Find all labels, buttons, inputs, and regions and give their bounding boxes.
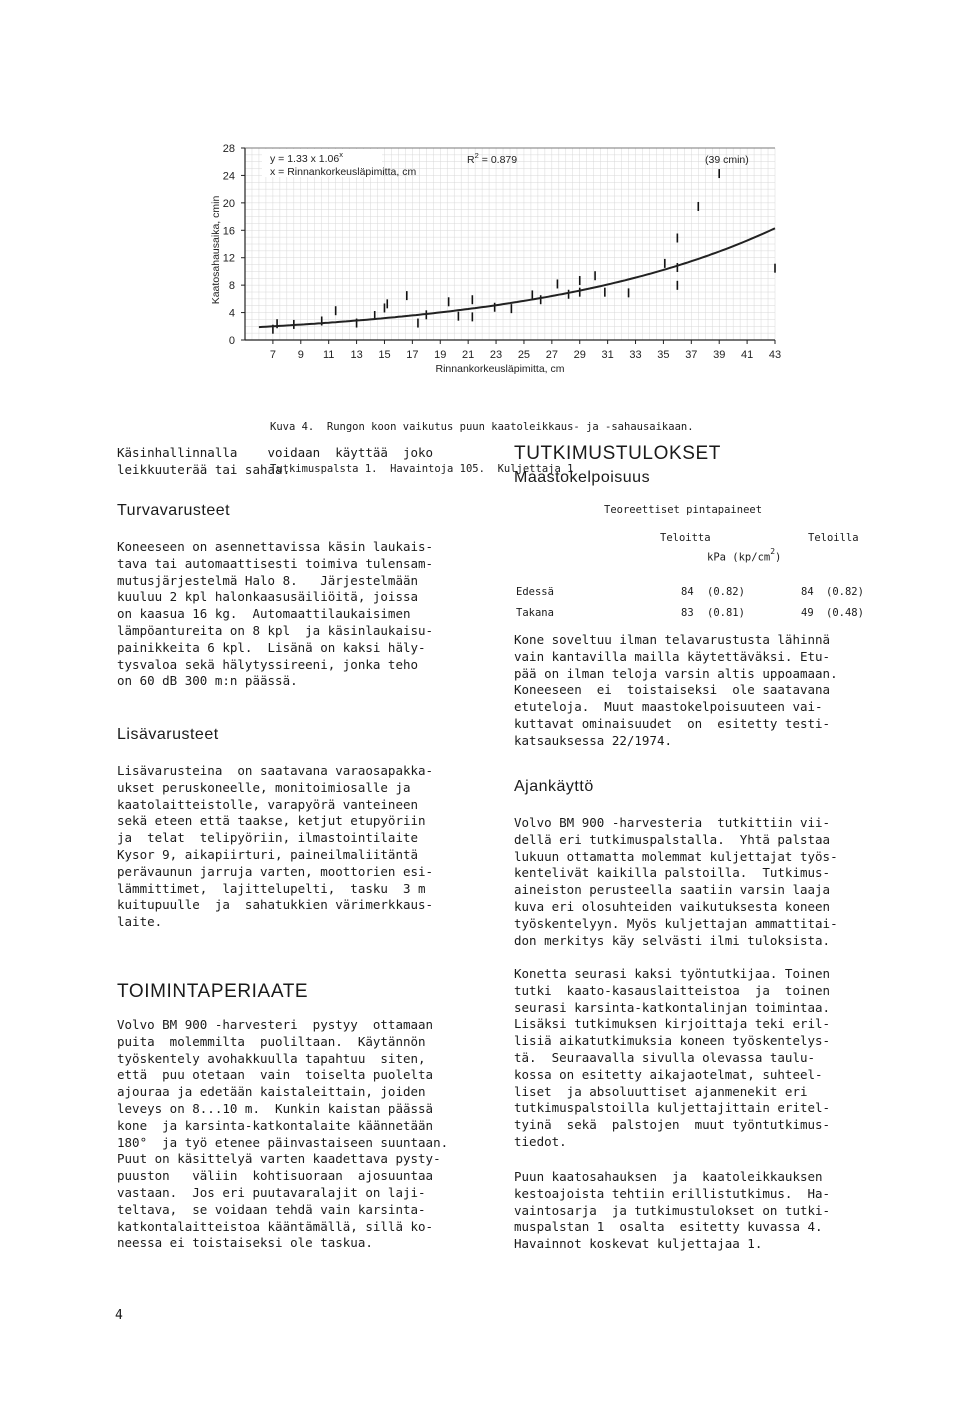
x-tick-label: 25 xyxy=(517,349,531,361)
x-tick-label: 29 xyxy=(573,349,586,361)
text-line: työskentelyyn. Myös kuljettajan ammattitai- xyxy=(514,915,838,931)
equation-line2: x = Rinnankorkeusläpimitta, cm xyxy=(270,166,417,178)
x-tick-label: 35 xyxy=(657,349,670,361)
text-line: kentelivät kaikilla palstoilla. Tutkimus- xyxy=(514,865,831,881)
x-tick-label: 9 xyxy=(297,349,304,361)
text-line: puuston väliin kohtisuoraan ajosuuntaa xyxy=(117,1168,434,1184)
text-line: Lisäksi tutkimuksen kirjoittaja teki eril- xyxy=(514,1016,831,1032)
paragraph-ajankaytto-1 xyxy=(514,815,884,949)
text-line: tutki kaato-kasauslaitteistoa ja toinen xyxy=(514,982,831,998)
text-line: Volvo BM 900 -harvesteria tutkittiin vii- xyxy=(514,815,831,830)
x-tick-label: 41 xyxy=(740,349,754,361)
text-line: lisiä aikatutkimuksia koneen työskentelys- xyxy=(514,1033,831,1049)
x-tick-label: 43 xyxy=(768,349,782,361)
text-line: sekä eteen että taakse, ketjut etupyöriin xyxy=(117,813,426,829)
text-line: Puun kaatosahauksen ja kaatoleikkauksen xyxy=(514,1169,823,1184)
text-line: vain kantavilla mailla käytettäväksi. Etu- xyxy=(514,648,831,664)
outlier-note: (39 cmin) xyxy=(705,154,749,166)
table-row-label: Takana xyxy=(516,607,554,619)
text-line: liset ja absoluuttiset ajanmenekit eri xyxy=(514,1083,808,1099)
text-line: 180° ja työ etenee päinvastaiseen suuntaan. xyxy=(117,1134,449,1150)
text-line: dellä eri tutkimuspalstalla. Yhtä palstaa xyxy=(514,831,831,847)
r-squared-label: $R^2 = 0.879$ xyxy=(467,151,518,166)
text-line: kone ja karsinta-katkontalaite käännetään xyxy=(117,1117,434,1133)
table-cell: 83 xyxy=(681,607,694,619)
text-line: tysvaloa sekä hälytyssireeni, jonka teho xyxy=(117,656,419,672)
text-line: työskentely avohakkuulla tapahtuu siten, xyxy=(117,1050,426,1066)
text-line: muspalstan 1 osalta esitetty kuvassa 4. xyxy=(514,1219,823,1235)
table-cell: 49 xyxy=(801,607,814,619)
text-line: katkontalaitteistoa kääntämällä, sillä ko- xyxy=(117,1218,434,1234)
text-line: että puu otetaan vain toiselta puolelta xyxy=(117,1067,434,1083)
text-line: neessa ei toistaiseksi ole taskua. xyxy=(117,1235,373,1251)
table-row-label: Edessä xyxy=(516,586,554,598)
equation-line1: y = 1.33 x 1.06$^x$ xyxy=(270,150,343,165)
text-line: puita molemmilta puoliltaan. Käytännön xyxy=(117,1033,426,1049)
x-tick-label: 7 xyxy=(269,349,276,361)
table-unit: kPa $(kp/cm^2)$ xyxy=(707,547,782,564)
intro-line: Käsinhallinnalla voidaan käyttää joko xyxy=(117,445,434,460)
y-tick-label: 8 xyxy=(228,280,235,293)
text-line: Lisävarusteina on saatavana varaosapakka- xyxy=(117,763,434,778)
caption-line-1: Kuva 4. Rungon koon vaikutus puun kaatoleikkaus- ja -sahausaikaan. xyxy=(270,421,694,433)
text-line: tä. Seuraavalla sivulla olevassa taulu- xyxy=(514,1049,816,1065)
x-tick-label: 11 xyxy=(322,349,335,361)
x-tick-label: 37 xyxy=(685,349,698,361)
x-tick-label: 39 xyxy=(713,349,726,361)
heading-tutkimustulokset: TUTKIMUSTULOKSET xyxy=(514,443,722,464)
text-line: kaatolaitteistolle, varapyörä vanteineen xyxy=(117,796,419,812)
text-line: kuttavat ominaisuudet on esitetty testi- xyxy=(514,715,831,731)
text-line: tiedot. xyxy=(514,1133,567,1149)
text-line: Volvo BM 900 -harvesteri pystyy ottamaan xyxy=(117,1017,434,1032)
text-line: ajouraa ja edetään kaistaleittain, joiden xyxy=(117,1084,426,1100)
text-line: kuitupuulle ja sahatukkien värimerkkaus- xyxy=(117,897,434,913)
text-line: on kaasua 16 kg. Automaattilaukaisimen xyxy=(117,606,411,622)
text-line: aineiston perusteella saatiin varsin laaja xyxy=(514,882,831,898)
text-line: painikkeita 6 kpl. Lisänä on kaksi häly- xyxy=(117,639,426,655)
text-line: on 60 dB 300 m:n päässä. xyxy=(117,673,298,689)
text-line: laite. xyxy=(117,914,163,930)
text-line: kuva eri olosuhteiden vaikutuksesta koneen xyxy=(514,898,831,914)
page-number: 4 xyxy=(115,1308,123,1323)
intro-line: leikkuuterää tai sahaa. xyxy=(117,461,291,477)
table-cell: (0.81) xyxy=(707,607,745,619)
x-tick-label: 27 xyxy=(545,349,558,361)
x-tick-label: 17 xyxy=(406,349,419,361)
x-axis-label: Rinnankorkeusläpimitta, cm xyxy=(435,363,565,375)
text-line: ja telat telipyöriin, ilmastointilaite xyxy=(117,830,419,846)
table-col-teloilla: Teloilla xyxy=(808,532,859,544)
text-line: Puut on käsittelyä varten kaadettava pysty- xyxy=(117,1151,441,1167)
y-tick-label: 12 xyxy=(222,252,235,265)
x-tick-label: 19 xyxy=(434,349,447,361)
text-line: ukset peruskoneelle, monitoimiosalle ja xyxy=(117,779,411,795)
x-tick-label: 21 xyxy=(462,349,475,361)
text-line: lämpöantureita on 8 kpl ja käsinlaukaisu- xyxy=(117,622,434,638)
heading-lisavarusteet: Lisävarusteet xyxy=(117,726,219,743)
text-line: tyinä sekä palstojen muut työntutkimus- xyxy=(514,1117,831,1133)
y-axis-label: Kaatosahausaika, cmin xyxy=(210,195,222,305)
table-col-teloitta: Teloitta xyxy=(660,532,711,544)
y-tick-label: 28 xyxy=(222,143,235,155)
table-cell: (0.82) xyxy=(826,586,864,598)
paragraph-ajankaytto-2 xyxy=(514,966,884,1151)
paragraph-turvavarusteet xyxy=(117,539,477,690)
text-line: Kysor 9, aikapiirturi, paineilmaliitäntä xyxy=(117,846,419,862)
text-line: lukuun ottamatta molemmat kuljettajat työs- xyxy=(514,848,838,864)
y-tick-label: 20 xyxy=(222,197,235,210)
x-tick-label: 33 xyxy=(629,349,642,361)
heading-ajankaytto: Ajankäyttö xyxy=(514,778,594,795)
intro-paragraph xyxy=(117,445,467,479)
text-line: Havainnot koskevat kuljettajaa 1. xyxy=(514,1236,763,1252)
text-line: kuuluu 2 kpl halonkaasusäiliöitä, joissa xyxy=(117,589,419,605)
heading-turvavarusteet: Turvavarusteet xyxy=(117,502,231,519)
table-cell: 84 xyxy=(681,586,694,598)
text-line: pää on ilman teloja varsin altis uppoamaan. xyxy=(514,665,838,681)
caption-line-2: Tutkimuspalsta 1. Havaintoja 105. Kuljettaja 1 xyxy=(270,463,574,475)
text-line: don merkitys käy selvästi ilmi tuloksista. xyxy=(514,932,831,948)
y-tick-label: 0 xyxy=(228,335,235,347)
text-line: kossa on esitetty aikajaotelmat, suhteel- xyxy=(514,1066,823,1082)
heading-maastokelpoisuus: Maastokelpoisuus xyxy=(514,469,651,486)
text-line: mutusjärjestelmä Halo 8. Järjestelmään xyxy=(117,572,419,588)
text-line: tava tai automaattisesti toimiva tulensam- xyxy=(117,555,434,571)
paragraph-maastokelpoisuus xyxy=(514,632,884,750)
text-line: vastaan. Jos eri puutavaralajit on laji- xyxy=(117,1184,426,1200)
text-line: kestoajoista tehtiin erillistutkimus. Ha- xyxy=(514,1185,831,1201)
scatter-chart xyxy=(0,0,960,380)
text-line: seurasi karsinta-katkontalinjan toimintaa. xyxy=(514,999,831,1015)
y-tick-label: 24 xyxy=(222,170,235,183)
heading-toimintaperiaate: TOIMINTAPERIAATE xyxy=(117,981,309,1002)
text-line: Koneeseen on asennettavissa käsin laukais- xyxy=(117,539,434,554)
text-line: Kone soveltuu ilman telavarustusta lähinnä xyxy=(514,632,831,647)
table-cell: (0.48) xyxy=(826,607,864,619)
paragraph-lisavarusteet xyxy=(117,763,477,931)
text-line: etuteloja. Muut maastokelpoisuuteen vai- xyxy=(514,699,823,715)
text-line: lämmittimet, lajittelupelti, tasku 3 m xyxy=(117,880,426,896)
pressure-table xyxy=(514,500,884,619)
y-tick-label: 4 xyxy=(228,307,235,320)
y-tick-label: 16 xyxy=(222,225,235,238)
paragraph-toimintaperiaate xyxy=(117,1017,482,1252)
x-tick-label: 13 xyxy=(350,349,363,361)
text-line: vaintosarja ja tutkimustulokset on tutki- xyxy=(514,1202,831,1218)
text-line: perävaunun jarruja varten, moottorien esi- xyxy=(117,863,434,879)
text-line: katsauksessa 22/1974. xyxy=(514,732,673,748)
text-line: leveys on 8...10 m. Kunkin kaistan päässä xyxy=(117,1100,434,1116)
paragraph-ajankaytto-3 xyxy=(514,1169,884,1253)
table-cell: 84 xyxy=(801,586,814,598)
table-title: Teoreettiset pintapaineet xyxy=(604,504,763,516)
x-tick-label: 15 xyxy=(378,349,391,361)
text-line: teltava, se voidaan tehdä vain karsinta- xyxy=(117,1201,426,1217)
x-tick-label: 31 xyxy=(601,349,614,361)
text-line: Konetta seurasi kaksi työntutkijaa. Toinen xyxy=(514,966,831,981)
text-line: Koneeseen ei toistaiseksi ole saatavana xyxy=(514,682,831,698)
x-tick-label: 23 xyxy=(489,349,503,361)
table-cell: (0.82) xyxy=(707,586,745,598)
text-line: tutkimuspalstoilla kuljettajittain eritel- xyxy=(514,1100,831,1116)
